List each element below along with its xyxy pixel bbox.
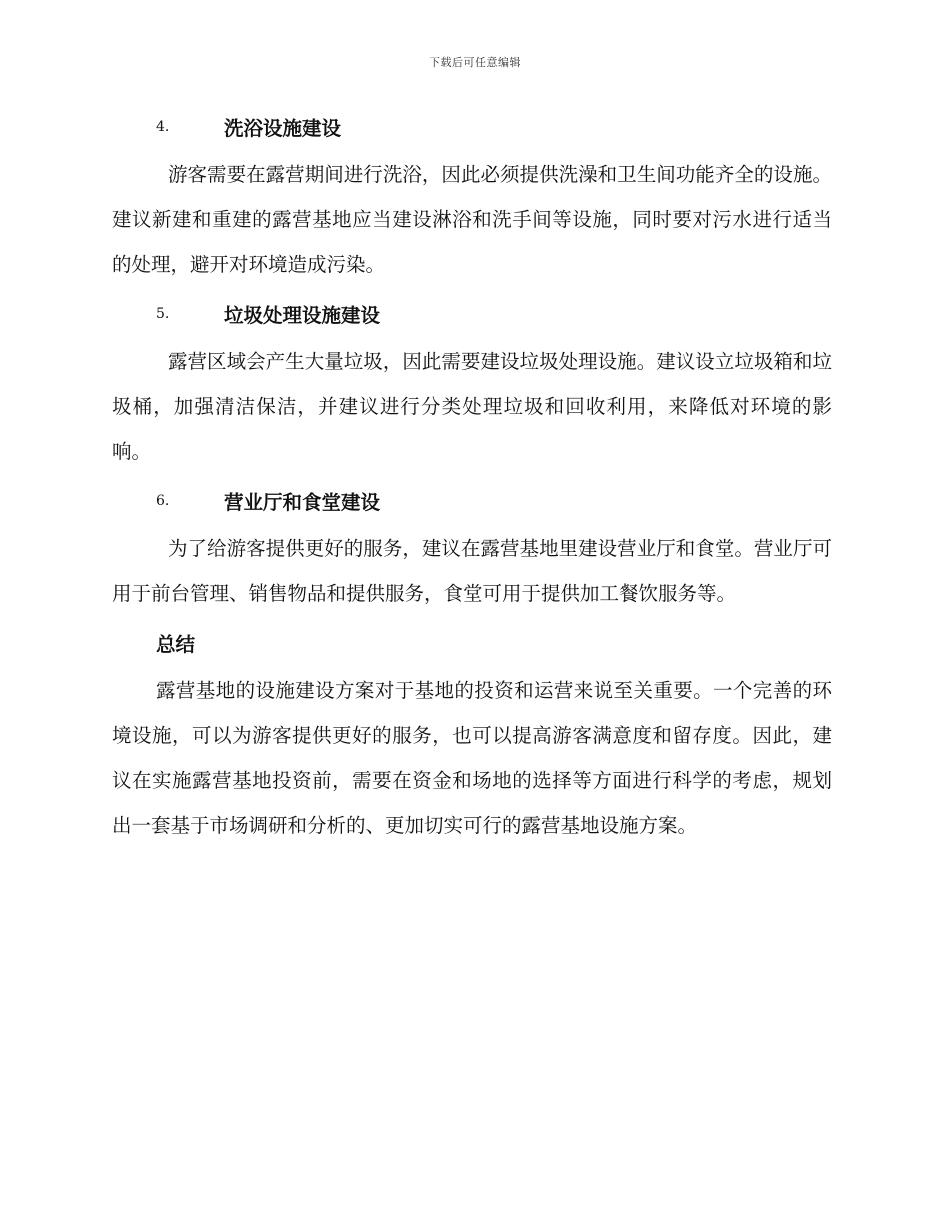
summary-heading: 总结 <box>156 633 196 656</box>
section-heading-4 <box>112 112 832 142</box>
section-number: 6. <box>156 493 170 509</box>
section-paragraph-4: 游客需要在露营期间进行洗浴，因此必须提供洗澡和卫生间功能齐全的设施。建议新建和重建的露营基地应当建设淋浴和洗手间等设施，同时要对污水进行适当的处理，避开对环境造成污染。 <box>112 163 832 276</box>
section-heading-5 <box>112 299 832 329</box>
summary-paragraph: 露营基地的设施建设方案对于基地的投资和运营来说至关重要。一个完善的环境设施，可以为游客提供更好的服务，也可以提高游客满意度和留存度。因此，建议在实施露营基地投资前，需要在资金和场地的选择等方面进行科学的考虑，规划出一套基于市场调研和分析的、更加切实可行的露营基地设施方案。 <box>112 679 832 837</box>
section-heading-6 <box>112 486 832 516</box>
section-number: 5. <box>156 306 170 322</box>
section-title: 洗浴设施建设 <box>224 117 342 140</box>
section-title: 营业厅和食堂建设 <box>224 491 381 514</box>
section-paragraph-6: 为了给游客提供更好的服务，建议在露营基地里建设营业厅和食堂。营业厅可用于前台管理、销售物品和提供服务，食堂可用于提供加工餐饮服务等。 <box>112 537 832 605</box>
page-header: 下载后可任意编辑 <box>429 56 521 69</box>
document-body <box>112 112 832 860</box>
section-title: 垃圾处理设施建设 <box>224 304 381 327</box>
section-paragraph-5: 露营区域会产生大量垃圾，因此需要建设垃圾处理设施。建议设立垃圾箱和垃圾桶，加强清洁保洁，并建议进行分类处理垃圾和回收利用，来降低对环境的影响。 <box>112 350 832 463</box>
section-number: 4. <box>156 119 170 135</box>
